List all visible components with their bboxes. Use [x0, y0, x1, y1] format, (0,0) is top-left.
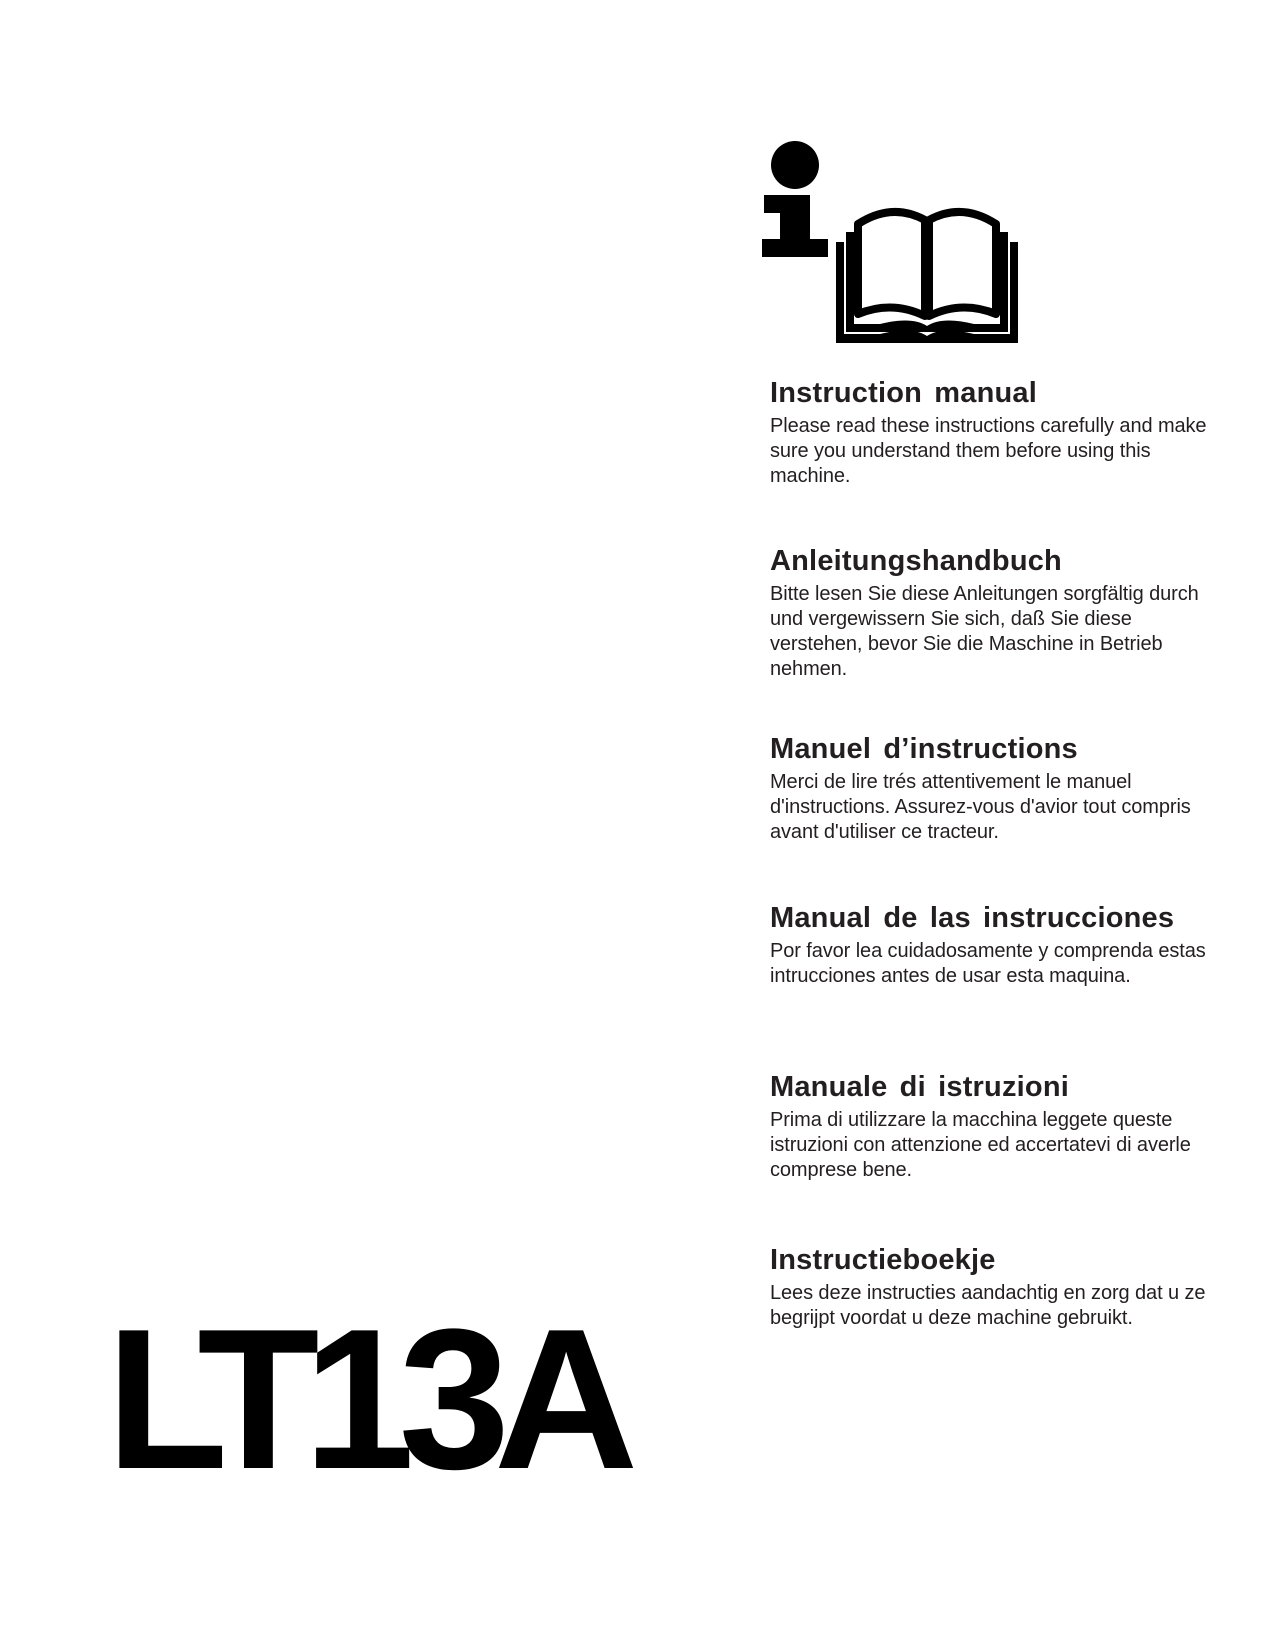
section-french: [770, 732, 1210, 845]
section-title: Manuel d’instructions: [770, 733, 1078, 765]
section-title: Anleitungshandbuch: [770, 545, 1062, 577]
section-title: Manuale di istruzioni: [770, 1071, 1069, 1103]
info-book-icon: [762, 140, 1022, 350]
section-title: Instructieboekje: [770, 1244, 996, 1276]
section-italian: [770, 1070, 1210, 1183]
section-text: Prima di utilizzare la macchina leggete queste istruzioni con attenzione ed accertatevi di averle comprese bene.: [770, 1109, 1191, 1181]
section-german: [770, 544, 1210, 682]
section-text: Merci de lire trés attentivement le manuel d'instructions. Assurez-vous d'avior tout compris avant d'utiliser ce tracteur.: [770, 771, 1191, 843]
section-text: Por favor lea cuidadosamente y comprenda estas intrucciones antes de usar esta maquina.: [770, 940, 1206, 987]
model-name: LT13A: [106, 1288, 623, 1511]
section-text: Please read these instructions carefully and make sure you understand them before using this machine.: [770, 415, 1207, 487]
section-title: Instruction manual: [770, 377, 1038, 409]
section-english: [770, 376, 1210, 489]
section-spanish: [770, 901, 1210, 989]
section-dutch: [770, 1243, 1210, 1331]
section-title: Manual de las instrucciones: [770, 902, 1175, 934]
section-text: Lees deze instructies aandachtig en zorg dat u ze begrijpt voordat u deze machine gebruikt.: [770, 1282, 1206, 1329]
section-text: Bitte lesen Sie diese Anleitungen sorgfältig durch und vergewissern Sie sich, daß Sie diese verstehen, bevor Sie die Maschine in Betrieb nehmen.: [770, 583, 1199, 680]
